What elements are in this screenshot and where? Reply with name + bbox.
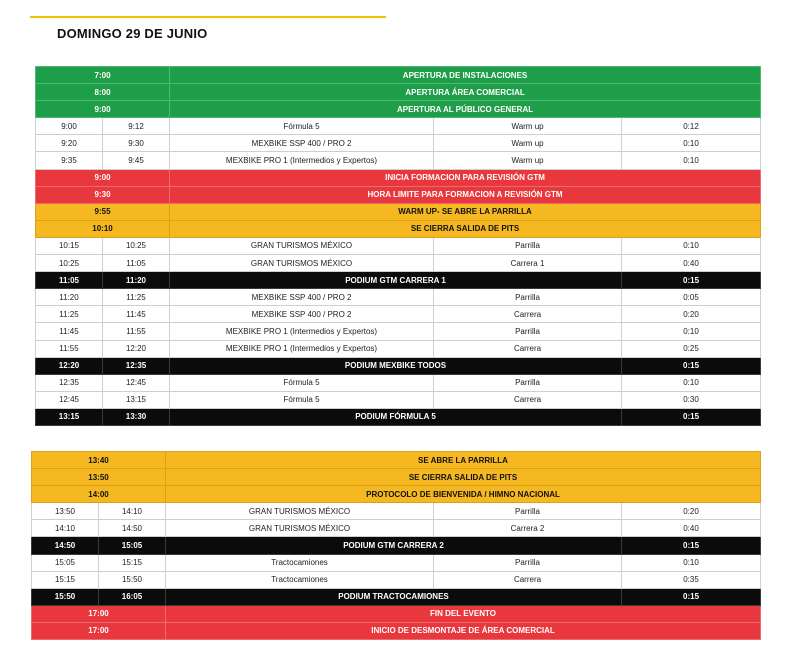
end-time: 15:15 [99, 554, 166, 571]
start-time: 13:50 [32, 469, 166, 486]
start-time: 11:05 [36, 272, 103, 289]
page-title: DOMINGO 29 DE JUNIO [57, 26, 208, 41]
duration: 0:15 [622, 272, 761, 289]
schedule-table-morning [35, 66, 761, 426]
end-time: 14:10 [99, 503, 166, 520]
schedule-row-normal [32, 520, 761, 537]
event-name: MEXBIKE PRO 1 (Intermedios y Expertos) [170, 323, 434, 340]
start-time: 15:05 [32, 554, 99, 571]
schedule-row-normal [36, 374, 761, 391]
milestone-label: PROTOCOLO DE BIENVENIDA / HIMNO NACIONAL [166, 486, 761, 503]
start-time: 11:20 [36, 289, 103, 306]
schedule-table-afternoon [31, 451, 761, 640]
end-time: 9:12 [103, 118, 170, 135]
session-type: Carrera 1 [434, 255, 622, 272]
session-type: Carrera [434, 306, 622, 323]
end-time: 14:50 [99, 520, 166, 537]
end-time: 11:20 [103, 272, 170, 289]
duration: 0:12 [622, 118, 761, 135]
start-time: 15:15 [32, 571, 99, 588]
schedule-row-black [32, 588, 761, 605]
end-time: 16:05 [99, 588, 166, 605]
duration: 0:15 [622, 537, 761, 554]
event-name: MEXBIKE SSP 400 / PRO 2 [170, 306, 434, 323]
schedule-row-yellow [36, 220, 761, 237]
schedule-row-red [36, 169, 761, 186]
milestone-label: INICIA FORMACION PARA REVISIÓN GTM [170, 169, 761, 186]
start-time: 11:55 [36, 340, 103, 357]
duration: 0:15 [622, 408, 761, 425]
schedule-row-normal [32, 571, 761, 588]
session-type: Parrilla [434, 237, 622, 254]
start-time: 14:00 [32, 486, 166, 503]
schedule-row-green [36, 67, 761, 84]
duration: 0:20 [622, 306, 761, 323]
milestone-label: SE CIERRA SALIDA DE PITS [166, 469, 761, 486]
milestone-label: SE CIERRA SALIDA DE PITS [170, 220, 761, 237]
duration: 0:15 [622, 357, 761, 374]
start-time: 11:45 [36, 323, 103, 340]
session-type: Parrilla [434, 323, 622, 340]
milestone-label: HORA LIMITE PARA FORMACION A REVISIÓN GTM [170, 186, 761, 203]
schedule-row-normal [36, 323, 761, 340]
schedule-row-black [36, 272, 761, 289]
schedule-row-normal [36, 135, 761, 152]
start-time: 12:20 [36, 357, 103, 374]
event-name: Fórmula 5 [170, 374, 434, 391]
start-time: 14:50 [32, 537, 99, 554]
start-time: 13:50 [32, 503, 99, 520]
podium-label: PODIUM GTM CARRERA 2 [166, 537, 622, 554]
podium-label: PODIUM MEXBIKE TODOS [170, 357, 622, 374]
session-type: Carrera [434, 340, 622, 357]
schedule-row-yellow [32, 486, 761, 503]
schedule-row-normal [36, 306, 761, 323]
schedule-row-green [36, 101, 761, 118]
event-name: Fórmula 5 [170, 391, 434, 408]
session-type: Warm up [434, 118, 622, 135]
schedule-row-yellow [32, 469, 761, 486]
schedule-row-black [36, 357, 761, 374]
session-type: Warm up [434, 135, 622, 152]
end-time: 12:35 [103, 357, 170, 374]
schedule-row-black [32, 537, 761, 554]
podium-label: PODIUM TRACTOCAMIONES [166, 588, 622, 605]
session-type: Parrilla [434, 374, 622, 391]
start-time: 17:00 [32, 622, 166, 639]
start-time: 9:35 [36, 152, 103, 169]
start-time: 13:40 [32, 452, 166, 469]
schedule-row-red [32, 605, 761, 622]
session-type: Carrera [434, 391, 622, 408]
start-time: 14:10 [32, 520, 99, 537]
podium-label: PODIUM FÓRMULA 5 [170, 408, 622, 425]
end-time: 15:05 [99, 537, 166, 554]
start-time: 10:15 [36, 237, 103, 254]
schedule-body-morning [36, 67, 761, 426]
duration: 0:35 [622, 571, 761, 588]
duration: 0:10 [622, 323, 761, 340]
end-time: 12:20 [103, 340, 170, 357]
milestone-label: APERTURA AL PÚBLICO GENERAL [170, 101, 761, 118]
end-time: 12:45 [103, 374, 170, 391]
schedule-row-normal [36, 289, 761, 306]
start-time: 12:45 [36, 391, 103, 408]
event-name: Tractocamiones [166, 554, 434, 571]
event-name: Fórmula 5 [170, 118, 434, 135]
milestone-label: APERTURA ÁREA COMERCIAL [170, 84, 761, 101]
duration: 0:25 [622, 340, 761, 357]
schedule-row-normal [36, 340, 761, 357]
end-time: 9:30 [103, 135, 170, 152]
end-time: 13:30 [103, 408, 170, 425]
milestone-label: APERTURA DE INSTALACIONES [170, 67, 761, 84]
start-time: 9:20 [36, 135, 103, 152]
schedule-row-normal [36, 391, 761, 408]
start-time: 15:50 [32, 588, 99, 605]
milestone-label: INICIO DE DESMONTAJE DE ÁREA COMERCIAL [166, 622, 761, 639]
duration: 0:30 [622, 391, 761, 408]
session-type: Warm up [434, 152, 622, 169]
event-name: GRAN TURISMOS MÉXICO [166, 520, 434, 537]
duration: 0:10 [622, 374, 761, 391]
start-time: 12:35 [36, 374, 103, 391]
session-type: Parrilla [434, 289, 622, 306]
end-time: 13:15 [103, 391, 170, 408]
start-time: 9:00 [36, 101, 170, 118]
session-type: Parrilla [434, 503, 622, 520]
schedule-row-yellow [36, 203, 761, 220]
milestone-label: WARM UP- SE ABRE LA PARRILLA [170, 203, 761, 220]
end-time: 11:05 [103, 255, 170, 272]
schedule-row-red [36, 186, 761, 203]
start-time: 9:30 [36, 186, 170, 203]
milestone-label: FIN DEL EVENTO [166, 605, 761, 622]
schedule-row-yellow [32, 452, 761, 469]
duration: 0:10 [622, 152, 761, 169]
session-type: Parrilla [434, 554, 622, 571]
event-name: MEXBIKE PRO 1 (Intermedios y Expertos) [170, 340, 434, 357]
start-time: 9:00 [36, 169, 170, 186]
event-name: Tractocamiones [166, 571, 434, 588]
schedule-row-normal [36, 255, 761, 272]
event-name: GRAN TURISMOS MÉXICO [170, 255, 434, 272]
start-time: 10:25 [36, 255, 103, 272]
end-time: 11:55 [103, 323, 170, 340]
event-name: GRAN TURISMOS MÉXICO [170, 237, 434, 254]
schedule-row-normal [36, 152, 761, 169]
schedule-body-afternoon [32, 452, 761, 640]
start-time: 8:00 [36, 84, 170, 101]
end-time: 15:50 [99, 571, 166, 588]
schedule-row-red [32, 622, 761, 639]
title-accent-line [30, 16, 386, 18]
schedule-row-green [36, 84, 761, 101]
event-name: MEXBIKE SSP 400 / PRO 2 [170, 289, 434, 306]
start-time: 11:25 [36, 306, 103, 323]
session-type: Carrera 2 [434, 520, 622, 537]
end-time: 10:25 [103, 237, 170, 254]
milestone-label: SE ABRE LA PARRILLA [166, 452, 761, 469]
duration: 0:15 [622, 588, 761, 605]
schedule-row-normal [36, 237, 761, 254]
start-time: 9:00 [36, 118, 103, 135]
duration: 0:10 [622, 135, 761, 152]
start-time: 9:55 [36, 203, 170, 220]
schedule-row-normal [36, 118, 761, 135]
event-name: GRAN TURISMOS MÉXICO [166, 503, 434, 520]
event-name: MEXBIKE SSP 400 / PRO 2 [170, 135, 434, 152]
end-time: 11:25 [103, 289, 170, 306]
start-time: 17:00 [32, 605, 166, 622]
duration: 0:40 [622, 520, 761, 537]
schedule-row-normal [32, 554, 761, 571]
event-name: MEXBIKE PRO 1 (Intermedios y Expertos) [170, 152, 434, 169]
end-time: 11:45 [103, 306, 170, 323]
duration: 0:05 [622, 289, 761, 306]
start-time: 10:10 [36, 220, 170, 237]
start-time: 13:15 [36, 408, 103, 425]
schedule-row-normal [32, 503, 761, 520]
duration: 0:10 [622, 554, 761, 571]
start-time: 7:00 [36, 67, 170, 84]
session-type: Carrera [434, 571, 622, 588]
end-time: 9:45 [103, 152, 170, 169]
duration: 0:20 [622, 503, 761, 520]
duration: 0:40 [622, 255, 761, 272]
duration: 0:10 [622, 237, 761, 254]
podium-label: PODIUM GTM CARRERA 1 [170, 272, 622, 289]
schedule-row-black [36, 408, 761, 425]
